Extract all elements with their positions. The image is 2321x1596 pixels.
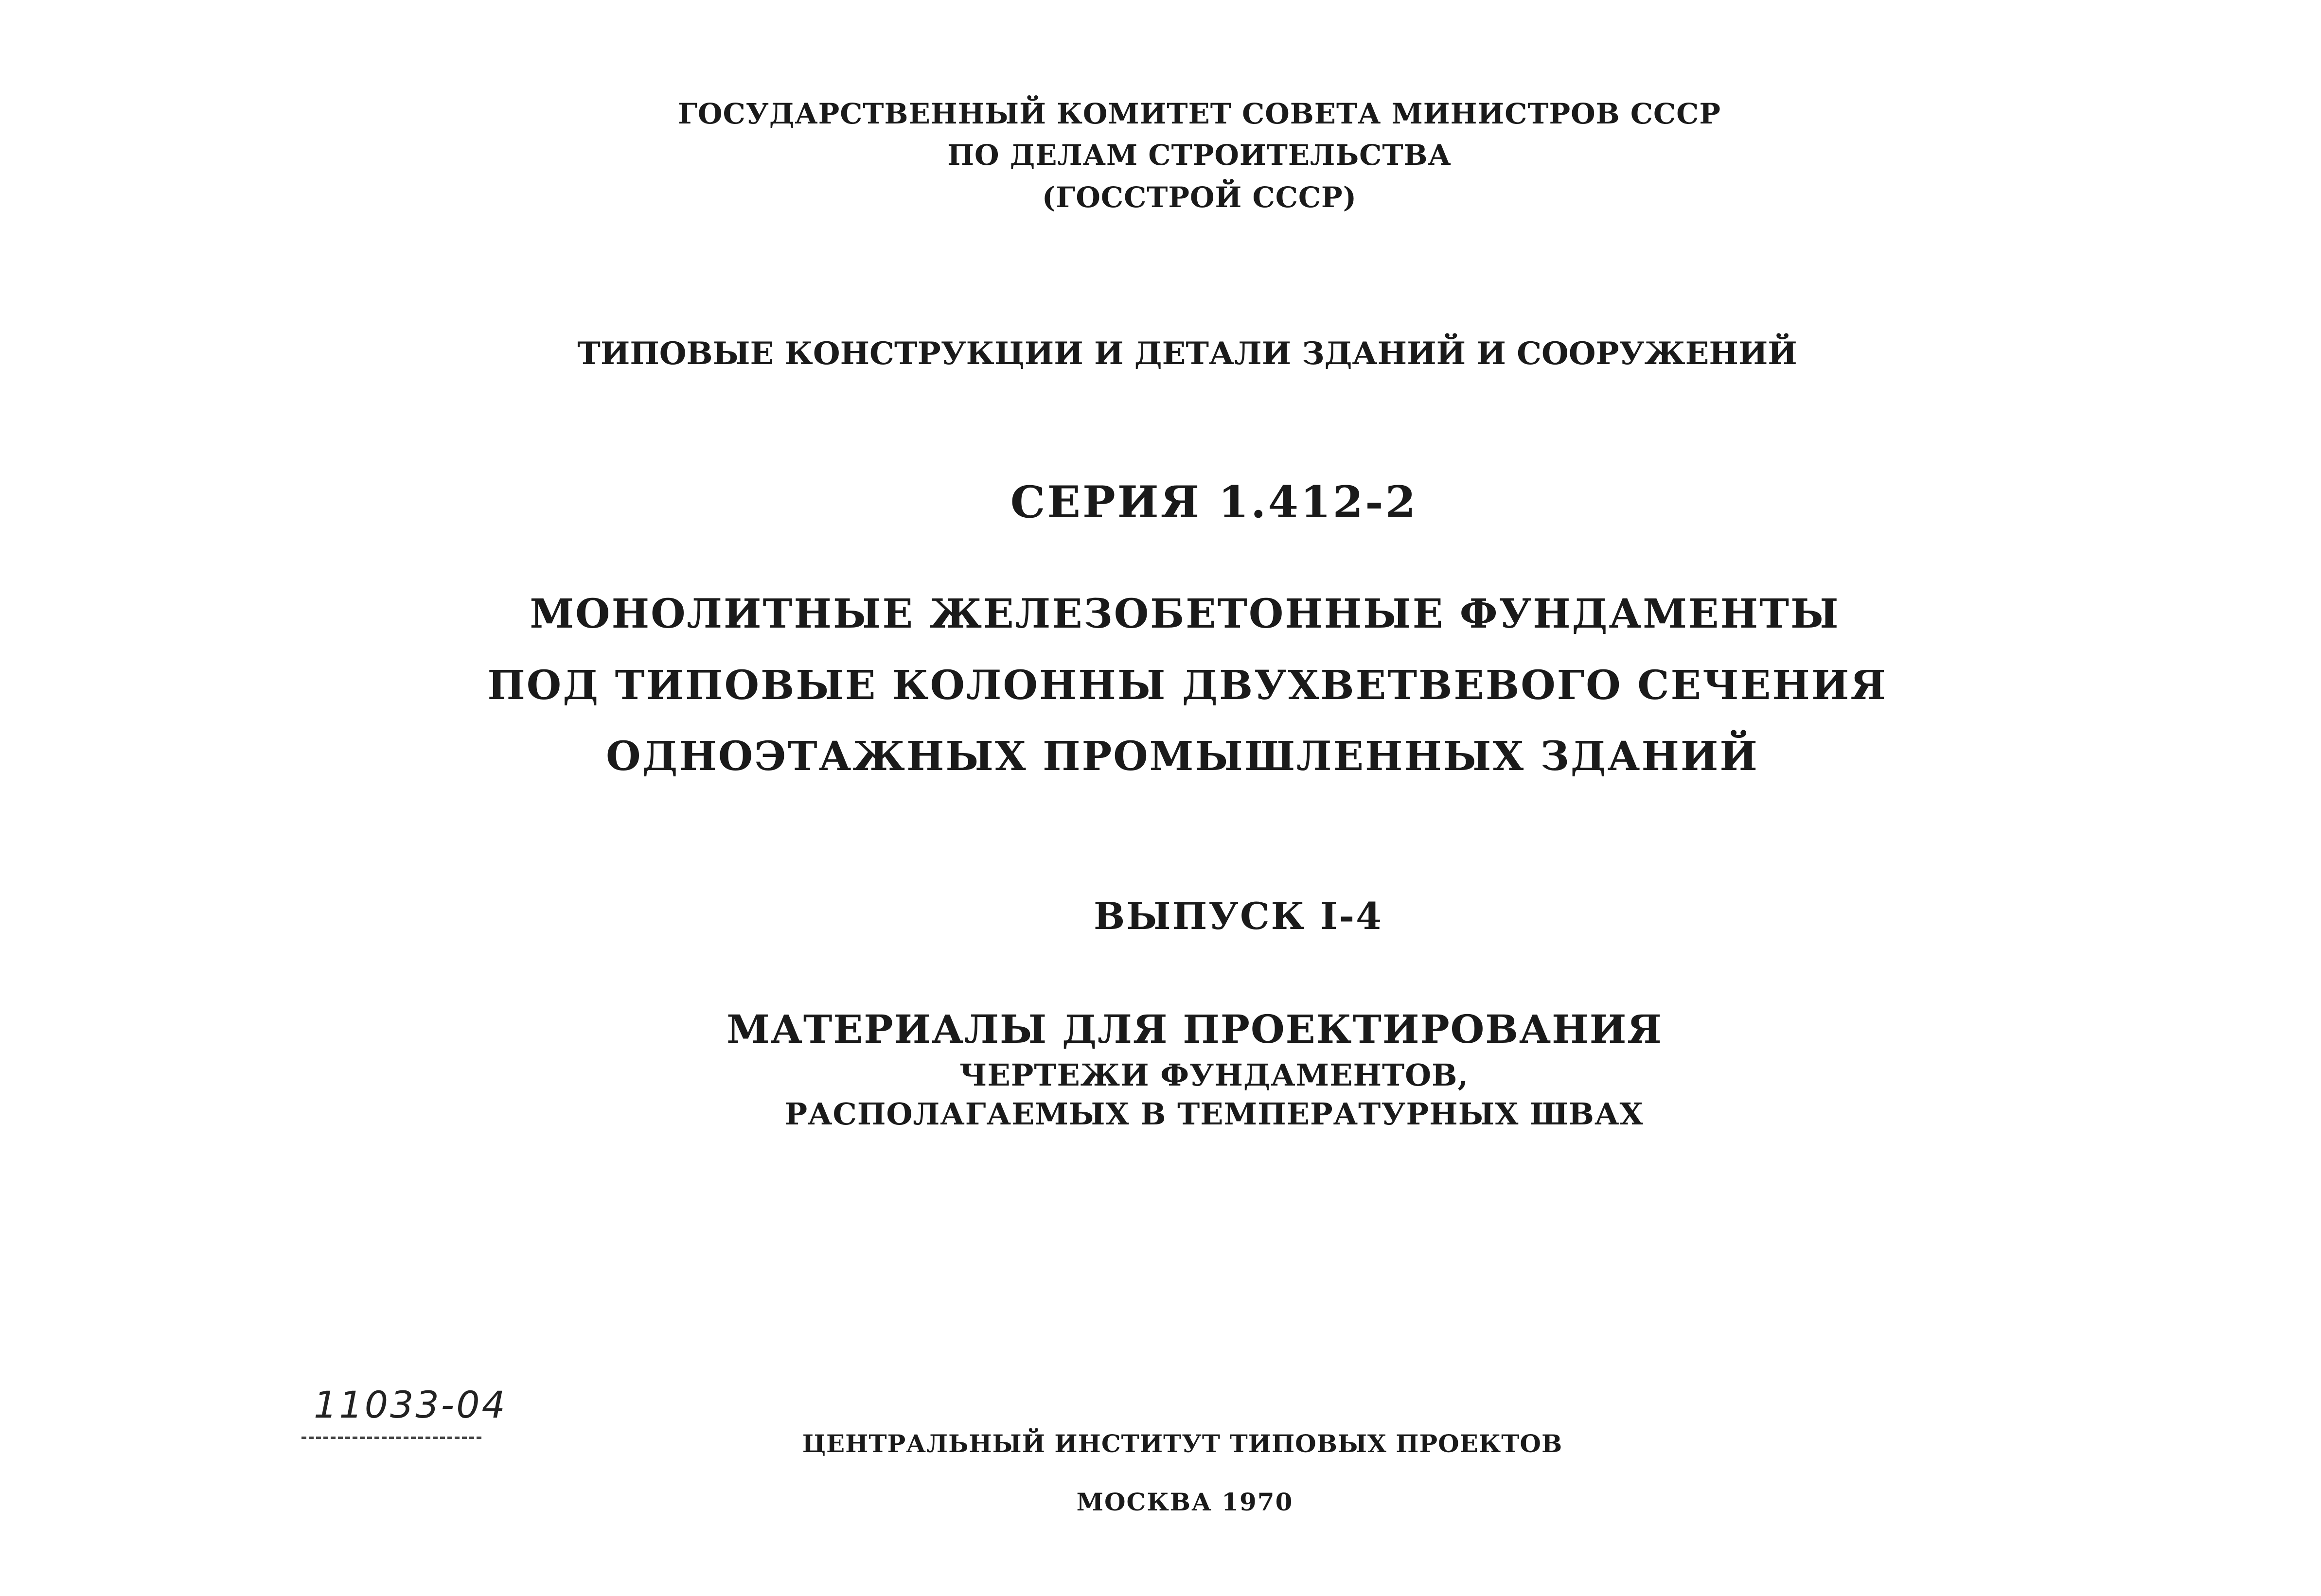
collection-title: ТИПОВЫЕ КОНСТРУКЦИИ И ДЕТАЛИ ЗДАНИЙ И СООРУЖЕНИЙ bbox=[577, 335, 1797, 372]
document-title-line-1: МОНОЛИТНЫЕ ЖЕЛЕЗОБЕТОННЫЕ ФУНДАМЕНТЫ bbox=[530, 591, 1840, 637]
agency-name-line-3: (ГОССТРОЙ СССР) bbox=[1042, 181, 1357, 214]
document-title-line-3: ОДНОЭТАЖНЫХ ПРОМЫШЛЕННЫХ ЗДАНИЙ bbox=[606, 733, 1759, 780]
publisher-name: ЦЕНТРАЛЬНЫЙ ИНСТИТУТ ТИПОВЫХ ПРОЕКТОВ bbox=[802, 1429, 1563, 1458]
inventory-number: 11033-04 bbox=[314, 1383, 507, 1426]
publication-city-year: МОСКВА 1970 bbox=[1076, 1488, 1293, 1516]
issue-number: ВЫПУСК I-4 bbox=[1093, 894, 1383, 938]
agency-name-line-2: ПО ДЕЛАМ СТРОИТЕЛЬСТВА bbox=[947, 139, 1452, 172]
agency-name-line-1: ГОСУДАРСТВЕННЫЙ КОМИТЕТ СОВЕТА МИНИСТРОВ СССР bbox=[678, 97, 1721, 130]
materials-subtitle-line-1: ЧЕРТЕЖИ ФУНДАМЕНТОВ, bbox=[959, 1057, 1469, 1093]
series-number: СЕРИЯ 1.412-2 bbox=[1010, 476, 1418, 528]
materials-subtitle-line-2: РАСПОЛАГАЕМЫХ В ТЕМПЕРАТУРНЫХ ШВАХ bbox=[784, 1096, 1644, 1132]
document-title-line-2: ПОД ТИПОВЫЕ КОЛОННЫ ДВУХВЕТВЕВОГО СЕЧЕНИЯ bbox=[487, 662, 1887, 709]
materials-heading: МАТЕРИАЛЫ ДЛЯ ПРОЕКТИРОВАНИЯ bbox=[726, 1006, 1663, 1052]
